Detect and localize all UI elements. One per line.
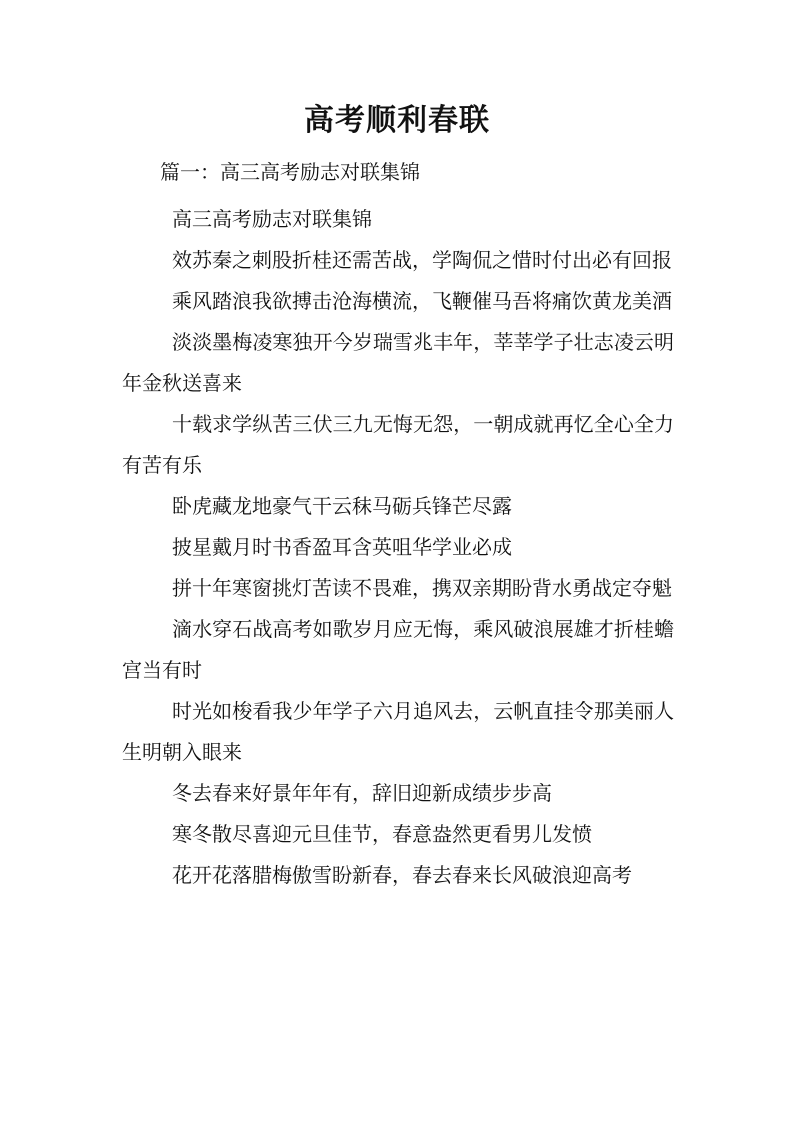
couplet-paragraph: 效苏秦之刺股折桂还需苦战，学陶侃之惜时付出必有回报 <box>172 248 672 272</box>
couplet-paragraph: 花开花落腊梅傲雪盼新春，春去春来长风破浪迎高考 <box>172 863 632 887</box>
couplet-paragraph: 寒冬散尽喜迎元旦佳节，春意盎然更看男儿发愤 <box>172 822 592 846</box>
couplet-paragraph: 时光如梭看我少年学子六月追风去，云帆直挂令那美丽人生明朝入眼来 <box>122 699 674 764</box>
document-body <box>122 199 674 896</box>
couplet-paragraph: 拼十年寒窗挑灯苦读不畏难，携双亲期盼背水勇战定夺魁 <box>172 576 672 600</box>
couplet-paragraph: 淡淡墨梅凌寒独开今岁瑞雪兆丰年，莘莘学子壮志凌云明年金秋送喜来 <box>122 330 674 395</box>
section-heading: 篇一：高三高考励志对联集锦 <box>160 160 420 184</box>
couplet-paragraph: 卧虎藏龙地豪气干云秣马砺兵锋芒尽露 <box>172 494 512 518</box>
couplet-paragraph: 滴水穿石战高考如歌岁月应无悔，乘风破浪展雄才折桂蟾宫当有时 <box>122 617 674 682</box>
paragraph-subtitle: 高三高考励志对联集锦 <box>172 207 372 231</box>
couplet-paragraph: 十载求学纵苦三伏三九无悔无怨，一朝成就再忆全心全力有苦有乐 <box>122 412 674 477</box>
document-title: 高考顺利春联 <box>304 103 490 138</box>
couplet-paragraph: 冬去春来好景年年有，辞旧迎新成绩步步高 <box>172 781 552 805</box>
couplet-paragraph: 披星戴月时书香盈耳含英咀华学业必成 <box>172 535 512 559</box>
couplet-paragraph: 乘风踏浪我欲搏击沧海横流，飞鞭催马吾将痛饮黄龙美酒 <box>172 289 672 313</box>
